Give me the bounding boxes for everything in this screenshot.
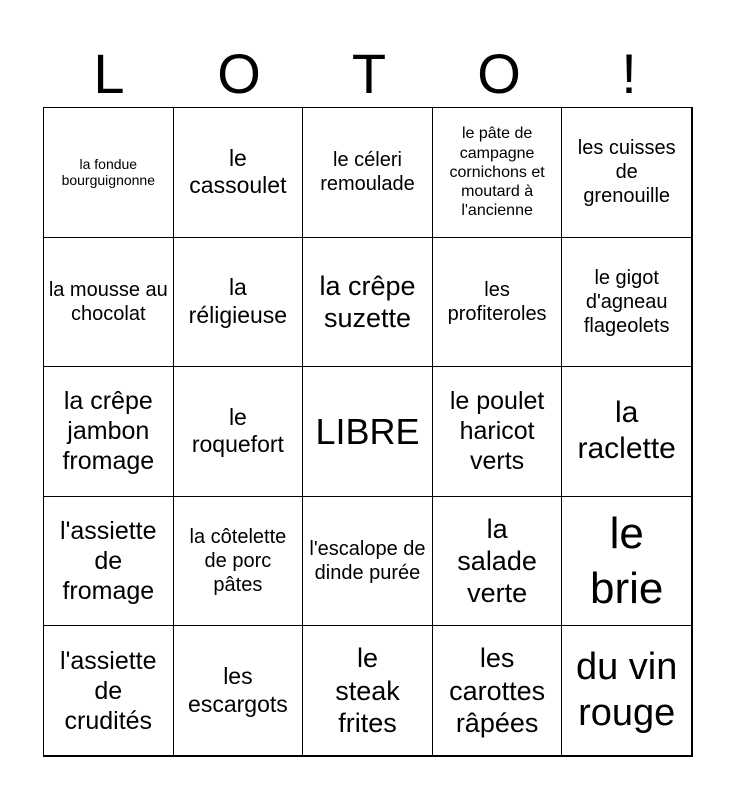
cell-label: les profiteroles [447,278,547,325]
title-letter: T [351,42,387,105]
cell-label: le pâte de campagne cornichons et moutard à l'ancienne [449,125,545,220]
bingo-title [44,40,694,108]
bingo-cell[interactable] [561,625,692,756]
cell-label: la raclette [577,396,676,466]
bingo-cell[interactable] [173,625,304,756]
bingo-cell[interactable] [561,496,692,627]
bingo-cell[interactable] [173,107,304,238]
cell-label: la mousse au chocolat [48,278,168,325]
cell-label: le poulet haricot verts [449,387,545,476]
cell-label: l'assiette de fromage [60,517,157,606]
cell-label: la côtelette de porc pâtes [189,526,287,597]
bingo-cell[interactable] [561,366,692,497]
title-letter: O [217,42,261,105]
bingo-cell[interactable] [173,366,304,497]
bingo-cell[interactable] [432,496,563,627]
bingo-cell[interactable] [302,625,433,756]
title-letter: L [93,42,125,105]
free-label: LIBRE [315,410,420,452]
cell-label: la crêpe jambon fromage [62,387,155,476]
cell-label: le brie [590,509,664,614]
bingo-cell[interactable] [561,107,692,238]
cell-label: le steak frites [335,643,400,738]
bingo-cell[interactable] [43,625,174,756]
bingo-cell[interactable] [43,237,174,368]
bingo-cell[interactable] [302,237,433,368]
bingo-cell[interactable] [302,496,433,627]
cell-label: du vin rouge [575,646,678,734]
bingo-cell[interactable] [43,496,174,627]
bingo-cell[interactable] [43,366,174,497]
cell-label: les escargots [188,663,288,717]
title-letter: ! [621,42,637,105]
cell-label: le céleri remoulade [320,149,415,196]
cell-label: la salade verte [457,513,537,609]
cell-label: la réligieuse [188,274,288,328]
cell-label: le cassoulet [189,144,287,199]
cell-label: le gigot d'agneau flageolets [583,266,670,337]
free-space[interactable] [302,366,433,497]
bingo-cell[interactable] [302,107,433,238]
cell-label: les carottes râpées [449,643,546,738]
cell-label: la fondue bourguignonne [61,155,155,189]
bingo-cell[interactable] [43,107,174,238]
cell-label: les cuisses de grenouille [577,137,676,208]
cell-label: la crêpe suzette [319,270,416,333]
title-letter: O [477,42,521,105]
cell-label: le roquefort [191,403,284,458]
cell-label: l'escalope de dinde purée [309,538,426,585]
bingo-card [43,107,693,757]
bingo-cell[interactable] [173,496,304,627]
bingo-cell[interactable] [432,366,563,497]
bingo-cell[interactable] [561,237,692,368]
cell-label: l'assiette de crudités [60,646,157,735]
bingo-cell[interactable] [432,237,563,368]
bingo-cell[interactable] [173,237,304,368]
bingo-cell[interactable] [432,107,563,238]
bingo-cell[interactable] [432,625,563,756]
